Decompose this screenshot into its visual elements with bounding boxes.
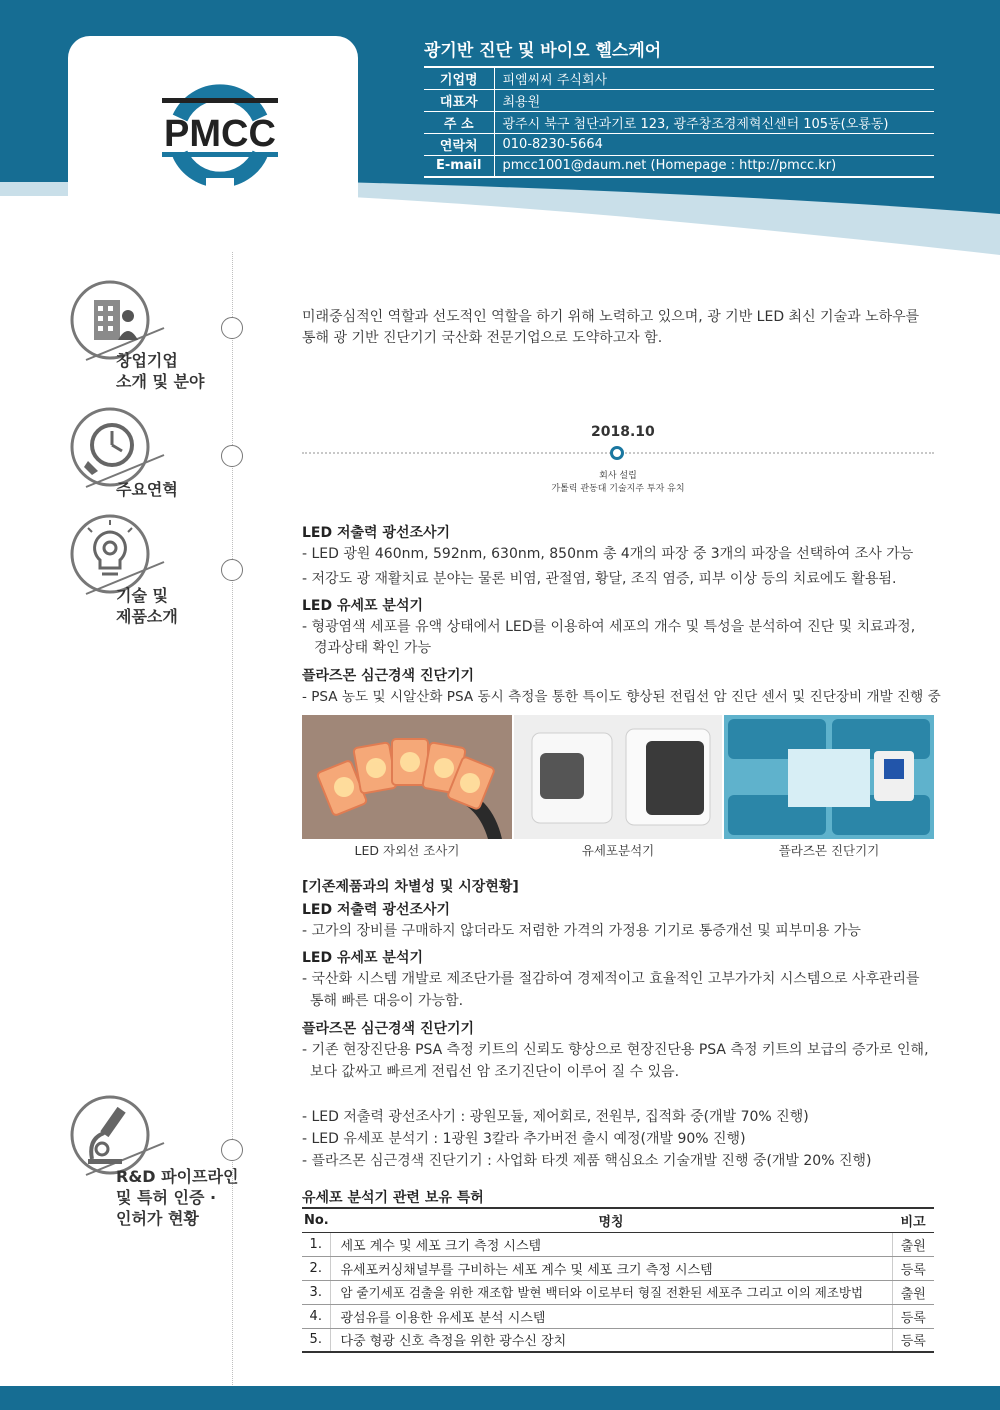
page-title: 광기반 진단 및 바이오 헬스케어: [424, 41, 662, 61]
sidebar-label-tech: [116, 585, 178, 627]
table-header-row: [302, 1208, 934, 1232]
footer-bar: [0, 1386, 1000, 1410]
diff-title: 플라즈몬 심근경색 진단기기: [302, 1021, 475, 1037]
sidebar-label-line: 소개 및 분야: [116, 372, 205, 391]
diff-bullet: - 국산화 시스템 개발로 제조단가를 절감하여 경제적이고 효율적인 고부가가치 시스템으로 사후관리를: [302, 971, 920, 987]
col-header-no: No.: [302, 1208, 330, 1232]
product-bullet: - LED 광원 460nm, 592nm, 630nm, 850nm 총 4개의 파장 중 3개의 파장을 선택하여 조사 가능: [302, 546, 914, 562]
patent-table: [302, 1207, 934, 1353]
timeline-marker: [221, 317, 243, 339]
intro-paragraph: [302, 307, 934, 349]
sidebar-label-line: 인허가 현황: [116, 1209, 199, 1228]
diff-title: LED 저출력 광선조사기: [302, 902, 451, 918]
product-title: 플라즈몬 심근경색 진단기기: [302, 668, 475, 684]
product-bullet: - 형광염색 세포를 유액 상태에서 LED를 이용하여 세포의 개수 및 특성을 분석하여 진단 및 치료과정,: [302, 619, 916, 635]
diff-bullet: - 고가의 장비를 구매하지 않더라도 저렴한 가격의 가정용 기기로 통증개선 및 피부미용 가능: [302, 923, 861, 939]
info-key: 연락처: [424, 133, 494, 155]
patent-remark: 등록: [892, 1328, 934, 1352]
info-key: 대표자: [424, 89, 494, 111]
photo-caption: LED 자외선 조사기: [354, 843, 460, 858]
patent-no: 4.: [302, 1304, 330, 1328]
timeline-marker: [221, 445, 243, 467]
table-row: [302, 1280, 934, 1304]
info-row: [424, 89, 934, 111]
col-header-remark: 비고: [892, 1208, 934, 1232]
info-value: 최용원: [494, 89, 934, 111]
intro-line: 통해 광 기반 진단기기 국산화 전문기업으로 도약하고자 함.: [302, 330, 663, 346]
sidebar-label-history: [116, 479, 178, 500]
logo-text: PMCC: [164, 113, 276, 155]
patent-remark: 등록: [892, 1304, 934, 1328]
intro-line: 미래중심적인 역할과 선도적인 역할을 하기 위해 노력하고 있으며, 광 기반 LED 최신 기술과 노하우를: [302, 309, 920, 325]
led-device-photo: [302, 715, 512, 839]
product-bullet-cont: 경과상태 확인 가능: [314, 640, 432, 656]
sidebar-label-line: 제품소개: [116, 607, 178, 626]
email-link[interactable]: pmcc1001@daum.net (Homepage : http://pmcc.kr): [494, 155, 934, 177]
sidebar-label-line: 기술 및: [116, 586, 168, 605]
pmcc-logo: [160, 56, 280, 196]
table-row: [302, 1256, 934, 1280]
product-bullet: - PSA 농도 및 시알산화 PSA 동시 측정을 통한 특이도 향상된 전립선 암 진단 센서 및 진단장비 개발 진행 중: [302, 689, 941, 705]
info-row: [424, 133, 934, 155]
pipeline-bullet: - LED 유세포 분석기 : 1광원 3칼라 추가버전 출시 예정(개발 90% 진행): [302, 1131, 746, 1147]
timeline-marker: [221, 559, 243, 581]
photo-caption: 플라즈몬 진단기기: [778, 843, 880, 858]
table-row: [302, 1304, 934, 1328]
patent-name: 광섬유를 이용한 유세포 분석 시스템: [330, 1304, 892, 1328]
patent-no: 5.: [302, 1328, 330, 1352]
sidebar-label-line: 및 특허 인증 ·: [116, 1188, 217, 1207]
patent-name: 유세포커싱채널부를 구비하는 세포 계수 및 세포 크기 측정 시스템: [330, 1256, 892, 1280]
table-row: [302, 1328, 934, 1352]
info-key: E-mail: [424, 155, 494, 177]
patent-name: 다중 형광 신호 측정을 위한 광수신 장치: [330, 1328, 892, 1352]
patent-remark: 출원: [892, 1232, 934, 1256]
pipeline-bullet: - LED 저출력 광선조사기 : 광원모듈, 제어회로, 전원부, 집적화 중(개발 70% 진행): [302, 1109, 809, 1125]
info-key: 기업명: [424, 67, 494, 89]
timeline-marker: [221, 1139, 243, 1161]
product-bullet: - 저강도 광 재활치료 분야는 물론 비염, 관절염, 황달, 조직 염증, 피부 이상 등의 치료에도 활용됨.: [302, 571, 897, 587]
flow-cytometer-photo: [514, 715, 722, 839]
diff-bullet: - 기존 현장진단용 PSA 측정 키트의 신뢰도 향상으로 현장진단용 PSA 측정 키트의 보급의 증가로 인해,: [302, 1042, 929, 1058]
info-value: 광주시 북구 첨단과기로 123, 광주창조경제혁신센터 105동(오룡동): [494, 111, 934, 133]
photo-caption: 유세포분석기: [581, 843, 655, 858]
history-dot: [610, 446, 624, 460]
patent-name: 세포 계수 및 세포 크기 측정 시스템: [330, 1232, 892, 1256]
info-value: 010-8230-5664: [494, 133, 934, 155]
patent-name: 암 줄기세포 검출을 위한 재조합 발현 백터와 이로부터 형질 전환된 세포주 그리고 이의 제조방법: [330, 1280, 892, 1304]
table-row: [302, 1232, 934, 1256]
diff-title: LED 유세포 분석기: [302, 950, 423, 966]
info-row: [424, 67, 934, 89]
info-row: [424, 155, 934, 177]
patent-no: 2.: [302, 1256, 330, 1280]
plasmon-device-diagram: [724, 715, 934, 839]
patent-no: 3.: [302, 1280, 330, 1304]
diff-bullet-cont: 통해 빠른 대응이 가능함.: [310, 993, 464, 1009]
sidebar-label-rnd: [116, 1166, 238, 1229]
history-event: 가톨릭 관동대 기술지주 투자 유치: [551, 484, 685, 494]
history-event: 회사 설립: [599, 471, 637, 481]
company-info-table: [424, 66, 934, 178]
patent-table-title: 유세포 분석기 관련 보유 특허: [302, 1190, 484, 1206]
sidebar-label-intro: [116, 350, 204, 392]
history-date: 2018.10: [591, 424, 655, 440]
patent-remark: 등록: [892, 1256, 934, 1280]
sidebar-label-line: 창업기업: [116, 351, 178, 370]
col-header-name: 명칭: [330, 1208, 892, 1232]
product-title: LED 저출력 광선조사기: [302, 525, 451, 541]
pipeline-bullet: - 플라즈몬 심근경색 진단기기 : 사업화 타겟 제품 핵심요소 기술개발 진행 중(개발 20% 진행): [302, 1153, 872, 1169]
patent-no: 1.: [302, 1232, 330, 1256]
info-value: 피엠씨씨 주식회사: [494, 67, 934, 89]
product-title: LED 유세포 분석기: [302, 598, 423, 614]
diff-bullet-cont: 보다 값싸고 빠르게 전립선 암 조기진단이 이루어 질 수 있음.: [310, 1064, 680, 1080]
sidebar-label-line: 주요연혁: [116, 480, 178, 499]
sidebar-label-line: R&D 파이프라인: [116, 1167, 239, 1186]
diff-heading: [기존제품과의 차별성 및 시장현황]: [302, 879, 519, 895]
info-key: 주 소: [424, 111, 494, 133]
info-row: [424, 111, 934, 133]
patent-remark: 출원: [892, 1280, 934, 1304]
